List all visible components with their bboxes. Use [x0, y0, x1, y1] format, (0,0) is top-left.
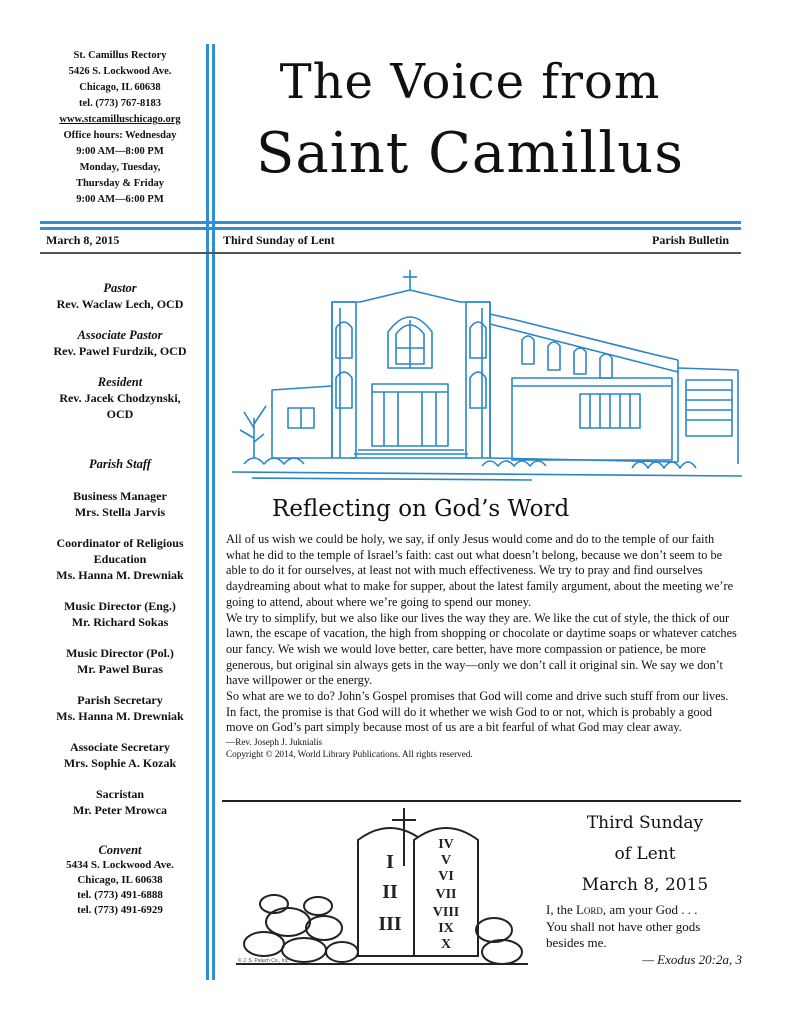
staff-name: Ms. Hanna M. Drewniak	[56, 568, 184, 582]
office-days-2b: Thursday & Friday	[75, 178, 165, 189]
person-name: Rev. Waclaw Lech, OCD	[56, 297, 184, 311]
article-author: —Rev. Joseph J. Juknialis	[226, 737, 323, 748]
article-paragraph: All of us wish we could be holy, we say, if only Jesus would come and do to the temple of our faith what he did to the temple of Israel’s faith: cast out what doesn’t belong, because we don’t seem to be able to do it for ourselves, at least not with much effectiveness. We try to pray and find ourselves daydreaming about what to make for supper, about the latest family argument, about the meeting we’re going to attend, about where we’re going to spend our money.	[226, 532, 734, 609]
staff-name: Mrs. Sophie A. Kozak	[63, 756, 177, 770]
staff-column	[30, 280, 210, 918]
staff-name: Mr. Pawel Buras	[77, 662, 163, 676]
staff-item	[30, 739, 210, 771]
masthead-line-2: Saint Camillus	[256, 121, 684, 186]
quote-line-1	[546, 902, 766, 919]
office-hours-1: 9:00 AM—8:00 PM	[76, 146, 164, 157]
rectory-info	[40, 48, 200, 208]
frame-horizontal-line-1	[40, 221, 741, 224]
bottom-line-2: of Lent	[614, 844, 676, 864]
person-name: Rev. Pawel Furdzik, OCD	[53, 344, 187, 358]
rectory-address: 5426 S. Lockwood Ave.	[68, 66, 172, 77]
role-label: Pastor	[103, 281, 137, 295]
quote-line-3: besides me.	[546, 935, 607, 950]
office-days-2a: Monday, Tuesday,	[79, 162, 161, 173]
commandments-tablets-illustration	[232, 806, 532, 976]
staff-title: Sacristan	[96, 787, 144, 801]
section-divider	[222, 800, 741, 802]
parish-staff-heading: Parish Staff	[89, 457, 151, 471]
clergy-associate-pastor	[30, 327, 210, 359]
convent-phone-1: tel. (773) 491-6888	[77, 889, 163, 901]
numeral-v: V	[440, 853, 452, 868]
art-credit: © J. S. Paluch Co., Inc.	[238, 958, 290, 964]
masthead-line-1: The Voice from	[279, 54, 661, 110]
bulletin-occasion: Third Sunday of Lent	[223, 233, 335, 247]
clergy-resident	[30, 374, 210, 422]
convent-block	[30, 842, 210, 918]
quote-line-1-post: , am your God . . .	[602, 902, 698, 917]
scripture-quote	[546, 902, 766, 968]
rectory-name: St. Camillus Rectory	[73, 50, 167, 61]
quote-lord: Lord	[575, 902, 603, 917]
bottom-line-1: Third Sunday	[586, 813, 704, 833]
numeral-vi: VI	[438, 869, 454, 884]
website-link[interactable]: www.stcamilluschicago.org	[59, 114, 181, 125]
article-copyright: Copyright © 2014, World Library Publications. All rights reserved.	[226, 749, 473, 760]
clergy-pastor	[30, 280, 210, 312]
article-paragraph: We try to simplify, but we also like our lives the way they are. We like the cut of style, the thick of our lawn, the escape of vacation, the high from shopping or chocolate or daytime soaps or whatever catches our fancy. We wish we would love better, care better, have more compassion or patience, be more generous, but original sin always gets in the way—only we don’t call it original sin. We say we don’t have willpower or the energy.	[226, 610, 737, 688]
masthead	[240, 50, 700, 194]
role-label: Associate Pastor	[77, 328, 163, 342]
numeral-iv: IV	[438, 837, 454, 852]
article-paragraph: So what are we to do? John’s Gospel promises that God will come and drive such stuff from our lives. In fact, the promise is that God will do it whether we wish God to or not, which is probably a good move on God’s part simply because most of us are a bit fearful of what God may clear away.	[226, 689, 729, 735]
staff-title: Parish Secretary	[77, 693, 163, 707]
numeral-ix: IX	[438, 921, 454, 936]
staff-title: Music Director (Eng.)	[64, 599, 176, 613]
staff-item	[30, 488, 210, 520]
convent-heading: Convent	[98, 843, 142, 857]
staff-title: Coordinator of Religious Education	[56, 536, 184, 566]
convent-city: Chicago, IL 60638	[77, 874, 163, 886]
office-hours-label: Office hours: Wednesday	[63, 130, 177, 141]
office-hours-2: 9:00 AM—6:00 PM	[76, 194, 164, 205]
staff-item	[30, 692, 210, 724]
frame-horizontal-line-2	[40, 227, 741, 230]
staff-name: Mrs. Stella Jarvis	[74, 505, 166, 519]
convent-phone-2: tel. (773) 491-6929	[77, 904, 163, 916]
quote-line-1-pre: I, the	[546, 902, 576, 917]
numeral-x: X	[440, 937, 452, 952]
staff-name: Mr. Peter Mrowca	[72, 803, 168, 817]
numeral-viii: VIII	[432, 905, 460, 920]
rectory-phone: tel. (773) 767-8183	[79, 98, 161, 109]
bottom-heading	[560, 808, 730, 901]
convent-address: 5434 S. Lockwood Ave.	[66, 859, 174, 871]
staff-item	[30, 598, 210, 630]
datebar-underline	[40, 252, 741, 254]
numeral-ii: II	[382, 881, 398, 903]
staff-item	[30, 535, 210, 583]
article-title: Reflecting on God’s Word	[272, 496, 570, 522]
staff-name: Mr. Richard Sokas	[71, 615, 169, 629]
quote-reference: — Exodus 20:2a, 3	[642, 951, 742, 967]
staff-title: Music Director (Pol.)	[66, 646, 174, 660]
role-label: Resident	[97, 375, 143, 389]
numeral-i: I	[386, 851, 394, 873]
bottom-line-3: March 8, 2015	[581, 875, 709, 895]
person-name: Rev. Jacek Chodzynski, OCD	[59, 391, 181, 421]
staff-item	[30, 645, 210, 677]
frame-vertical-line-2	[212, 44, 215, 980]
staff-title: Associate Secretary	[69, 740, 171, 754]
staff-title: Business Manager	[73, 489, 167, 503]
staff-name: Ms. Hanna M. Drewniak	[56, 709, 184, 723]
article-body	[226, 532, 738, 760]
numeral-iii: III	[378, 913, 402, 935]
rectory-city: Chicago, IL 60638	[79, 82, 161, 93]
staff-item	[30, 786, 210, 818]
bulletin-type: Parish Bulletin	[651, 233, 729, 247]
church-illustration	[232, 268, 742, 483]
bulletin-date: March 8, 2015	[46, 233, 120, 247]
quote-line-2: You shall not have other gods	[546, 918, 701, 934]
numeral-vii: VII	[435, 887, 457, 902]
